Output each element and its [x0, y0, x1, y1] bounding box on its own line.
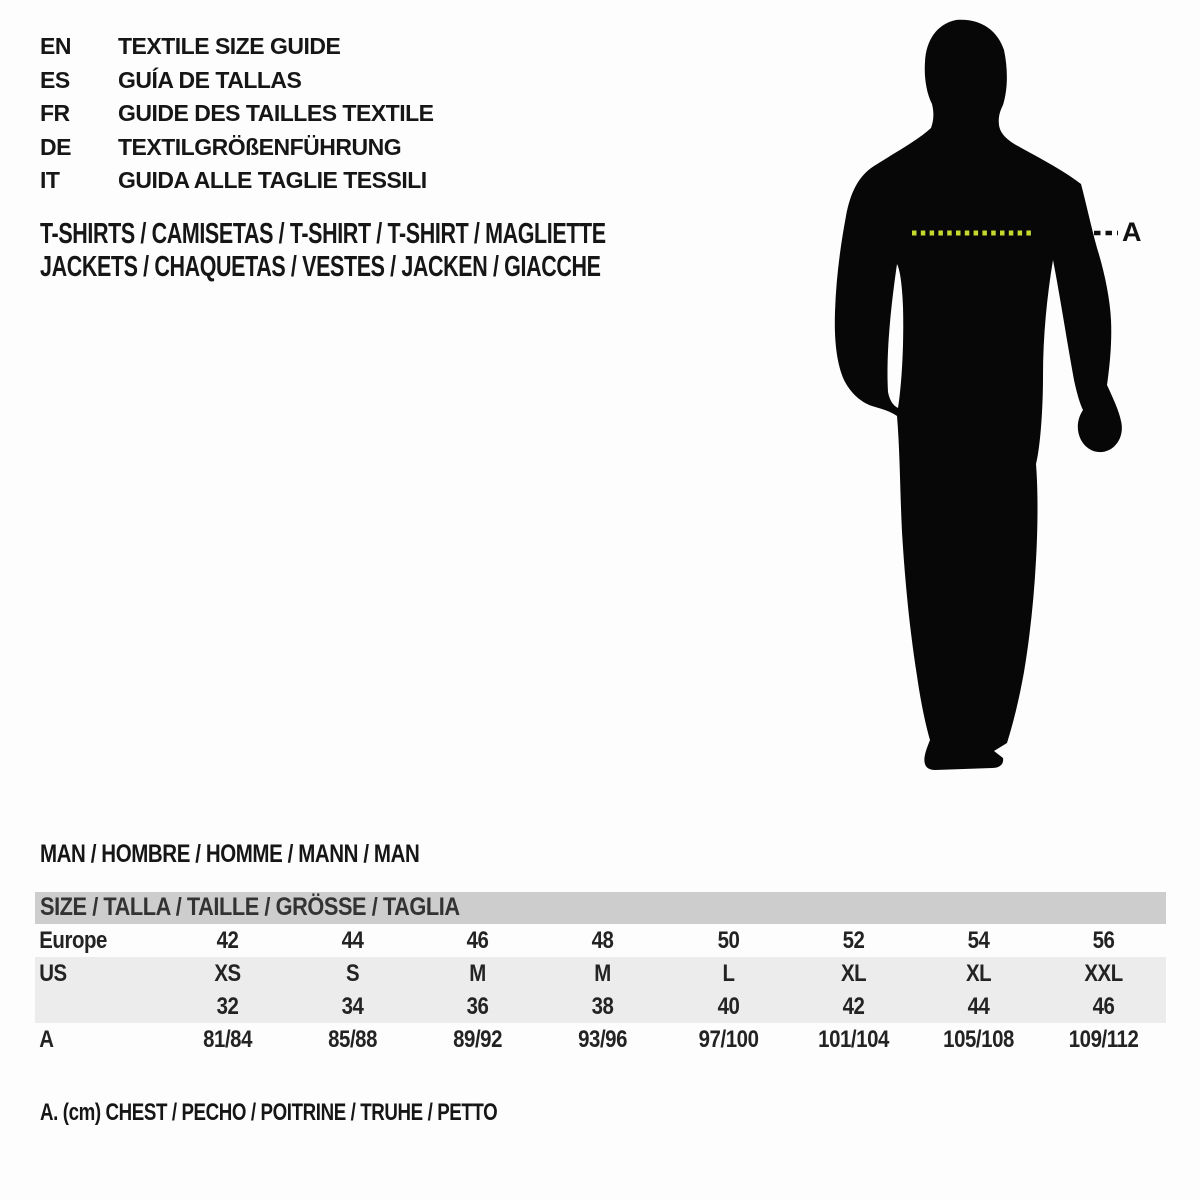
measurement-footnote: A. (cm) CHEST / PECHO / POITRINE / TRUHE / PETTO — [40, 1099, 498, 1126]
category-line-jackets: JACKETS / CHAQUETAS / VESTES / JACKEN / GIACCHE — [40, 251, 601, 283]
size-value: L — [722, 959, 735, 987]
size-table-header — [35, 892, 1166, 924]
category-list — [40, 218, 805, 284]
language-code: ES — [40, 66, 70, 93]
section-title-man: MAN / HOMBRE / HOMME / MANN / MAN — [40, 840, 420, 868]
table-row — [35, 924, 1166, 957]
size-value: 46 — [466, 926, 489, 954]
table-row — [35, 990, 1166, 1023]
size-value: 50 — [717, 926, 739, 954]
language-code: FR — [40, 100, 70, 126]
size-value: XXL — [1084, 959, 1123, 987]
size-value: 54 — [967, 926, 990, 954]
size-value: 105/108 — [942, 1025, 1014, 1053]
size-value: 48 — [592, 926, 614, 954]
size-value: 44 — [341, 926, 364, 954]
size-value: 42 — [842, 992, 865, 1020]
row-label: A — [39, 1025, 54, 1053]
size-value: XL — [965, 959, 991, 987]
language-label: TEXTILE SIZE GUIDE — [118, 33, 341, 59]
man-silhouette — [820, 12, 1140, 792]
size-value: 34 — [341, 992, 364, 1020]
size-value: XS — [214, 959, 241, 987]
size-value: M — [594, 959, 612, 987]
size-value: 93/96 — [578, 1025, 628, 1053]
size-value: 42 — [216, 926, 239, 954]
size-value: S — [346, 959, 360, 987]
man-silhouette-body — [835, 20, 1122, 770]
size-table — [35, 892, 1166, 1056]
size-value: 38 — [592, 992, 614, 1020]
size-value: 85/88 — [328, 1025, 378, 1053]
language-code: DE — [40, 133, 71, 160]
size-value: 97/100 — [698, 1025, 758, 1053]
size-value: 32 — [216, 992, 239, 1020]
language-row — [40, 164, 434, 198]
language-label: TEXTILGRÖßENFÜHRUNG — [118, 133, 402, 160]
measurement-figure — [820, 12, 1200, 792]
table-row — [35, 957, 1166, 990]
language-list — [40, 30, 434, 198]
size-table-body — [35, 924, 1166, 1056]
language-row — [40, 131, 434, 165]
size-value: 81/84 — [203, 1025, 253, 1053]
language-code: EN — [40, 33, 71, 59]
size-value: 52 — [842, 926, 865, 954]
size-value: 101/104 — [817, 1025, 889, 1053]
size-value: 56 — [1092, 926, 1115, 954]
size-value: 44 — [967, 992, 990, 1020]
language-label: GUÍA DE TALLAS — [118, 66, 302, 93]
language-label: GUIDA ALLE TAGLIE TESSILI — [118, 167, 427, 193]
language-row — [40, 64, 434, 98]
row-label: US — [39, 959, 67, 987]
language-row — [40, 30, 434, 64]
category-line-tshirts: T-SHIRTS / CAMISETAS / T-SHIRT / T-SHIRT / MAGLIETTE — [40, 218, 606, 250]
size-table-header-label: SIZE / TALLA / TAILLE / GRÖSSE / TAGLIA — [40, 893, 460, 921]
size-value: 40 — [717, 992, 739, 1020]
size-value: 109/112 — [1068, 1025, 1139, 1053]
size-value: XL — [840, 959, 866, 987]
size-value: 89/92 — [453, 1025, 503, 1053]
table-row — [35, 1023, 1166, 1056]
size-value: 36 — [466, 992, 489, 1020]
size-value: M — [469, 959, 487, 987]
size-value: 46 — [1092, 992, 1115, 1020]
language-code: IT — [40, 167, 60, 193]
marker-a-label: A — [1122, 217, 1142, 247]
language-row — [40, 97, 434, 131]
language-label: GUIDE DES TAILLES TEXTILE — [118, 100, 434, 126]
row-label: Europe — [39, 926, 107, 954]
